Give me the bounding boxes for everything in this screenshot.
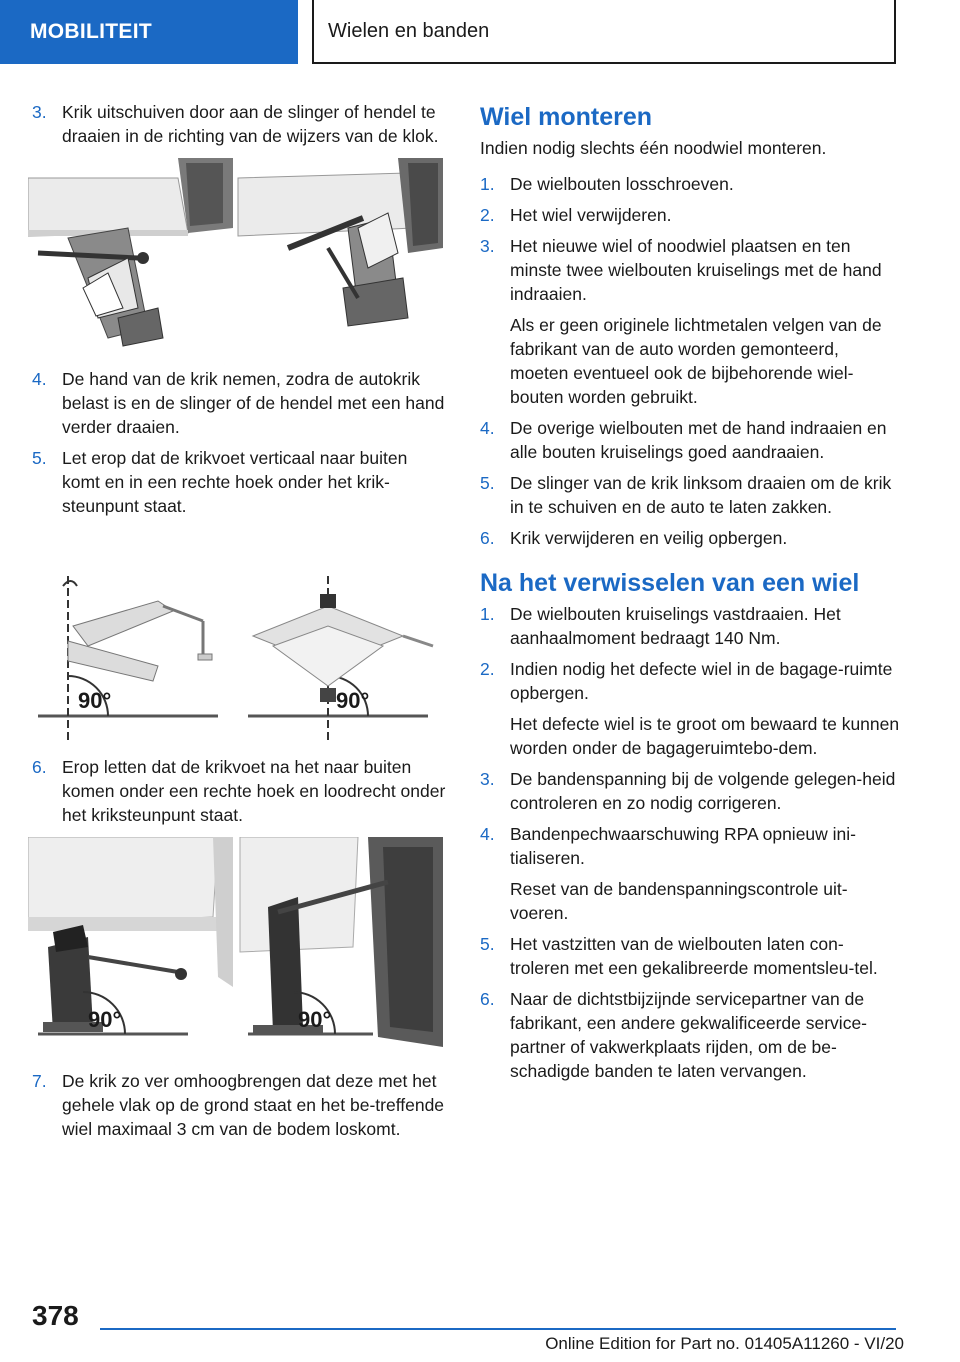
right-column	[480, 100, 900, 1090]
step-text: Het nieuwe wiel of noodwiel plaatsen en ten minste twee wielbouten kruiselings met de hand indraaien.	[510, 236, 882, 304]
step-text: Het vastzitten van de wielbouten laten con-troleren met een gekalibreerde momentsleu-tel.	[510, 934, 878, 978]
after-step-6	[480, 987, 900, 1083]
step-text: De wielbouten kruiselings vastdraaien. Het aanhaalmoment bedraagt 140 Nm.	[510, 604, 841, 648]
step-text: Bandenpechwaarschuwing RPA opnieuw ini-tialiseren.	[510, 824, 857, 868]
step-number: 6.	[32, 757, 47, 777]
step-number: 6.	[480, 989, 495, 1009]
left-column	[32, 100, 450, 1148]
step-text: Erop letten dat de krikvoet na het naar buiten komen onder een rechte hoek en loodrecht onder het kriksteunpunt staat.	[62, 757, 446, 825]
step-text: Krik verwijderen en veilig opbergen.	[510, 528, 788, 548]
step-text: Indien nodig het defecte wiel in de bagage-ruimte opbergen.	[510, 659, 893, 703]
angle-label: 90°	[78, 688, 112, 713]
step-text: De krik zo ver omhoogbrengen dat deze met het gehele vlak op de grond staat en het be-treffende wiel maximaal 3 cm van de bodem loskomt.	[62, 1071, 445, 1139]
section-title: MOBILITEIT	[30, 20, 152, 43]
step-number: 7.	[32, 1071, 47, 1091]
step-number: 1.	[480, 174, 495, 194]
jack-position-illustration	[28, 837, 448, 1047]
step-5	[32, 446, 450, 518]
after-step-2	[480, 657, 900, 705]
after-step-1	[480, 602, 900, 650]
step-number: 5.	[480, 473, 495, 493]
mount-step-5	[480, 471, 900, 519]
after-step-5	[480, 932, 900, 980]
step-number: 3.	[480, 236, 495, 256]
step-text: Het wiel verwijderen.	[510, 205, 672, 225]
intro-text: Indien nodig slechts één noodwiel monteren.	[480, 138, 827, 158]
step-3	[32, 100, 450, 148]
after-step-3	[480, 767, 900, 815]
step-number: 2.	[480, 205, 495, 225]
step-number: 4.	[32, 369, 47, 389]
page-number: 378	[32, 1300, 79, 1331]
mount-step-6	[480, 526, 900, 550]
step-number: 5.	[480, 934, 495, 954]
step-text: Naar de dichtstbijzijnde servicepartner van de fabrikant, een andere gekwalificeerde service-partner of vakwerkplaats rijden, om de be-schadigde banden te laten vervangen.	[510, 989, 867, 1081]
step-text: De hand van de krik nemen, zodra de autokrik belast is en de slinger of de hendel met een hand verder draaien.	[62, 369, 445, 437]
mount-step-1	[480, 172, 900, 196]
angle-label: 90°	[298, 1007, 332, 1032]
footer-divider	[100, 1328, 896, 1330]
step-text: De wielbouten losschroeven.	[510, 174, 734, 194]
step-note: Reset van de bandenspanningscontrole uit-voeren.	[510, 879, 848, 923]
step-note: Het defecte wiel is te groot om bewaard te kunnen worden onder de bagageruimtebo-dem.	[510, 714, 900, 758]
step-text: De bandenspanning bij de volgende gelegen-heid controleren en zo nodig corrigeren.	[510, 769, 896, 813]
mount-step-3	[480, 234, 900, 306]
step-4	[32, 367, 450, 439]
heading-na-verwisselen: Na het verwisselen van een wiel	[480, 569, 860, 597]
step-number: 3.	[32, 102, 47, 122]
section-tab	[0, 0, 298, 64]
after-step-4	[480, 822, 900, 870]
step-6	[32, 755, 450, 827]
mount-step-2	[480, 203, 900, 227]
angle-label: 90°	[88, 1007, 122, 1032]
step-number: 2.	[480, 659, 495, 679]
mount-step-4	[480, 416, 900, 464]
step-7	[32, 1069, 450, 1141]
step-number: 1.	[480, 604, 495, 624]
jack-angle-diagram	[28, 566, 448, 741]
step-number: 3.	[480, 769, 495, 789]
edition-text: Online Edition for Part no. 01405A11260 - VI/20	[545, 1334, 904, 1353]
heading-wiel-monteren: Wiel monteren	[480, 103, 653, 131]
jack-extend-illustration	[28, 158, 448, 353]
step-text: Let erop dat de krikvoet verticaal naar buiten komt en in een rechte hoek onder het krik-steunpunt staat.	[62, 448, 408, 516]
step-text: De slinger van de krik linksom draaien om de krik in te schuiven en de auto te laten zakken.	[510, 473, 892, 517]
step-text: De overige wielbouten met de hand indraaien en alle bouten kruiselings goed aandraaien.	[510, 418, 887, 462]
step-number: 5.	[32, 448, 47, 468]
step-number: 4.	[480, 824, 495, 844]
step-number: 4.	[480, 418, 495, 438]
step-note: Als er geen originele lichtmetalen velgen van de fabrikant van de auto worden gemonteerd, moeten eventueel ook de bijbehorende wiel-bouten worden gebruikt.	[510, 315, 882, 407]
angle-label: 90°	[336, 688, 370, 713]
subsection-title: Wielen en banden	[328, 19, 490, 42]
step-number: 6.	[480, 528, 495, 548]
subsection-tab	[312, 0, 896, 64]
step-text: Krik uitschuiven door aan de slinger of hendel te draaien in de richting van de wijzers van de klok.	[62, 102, 439, 146]
